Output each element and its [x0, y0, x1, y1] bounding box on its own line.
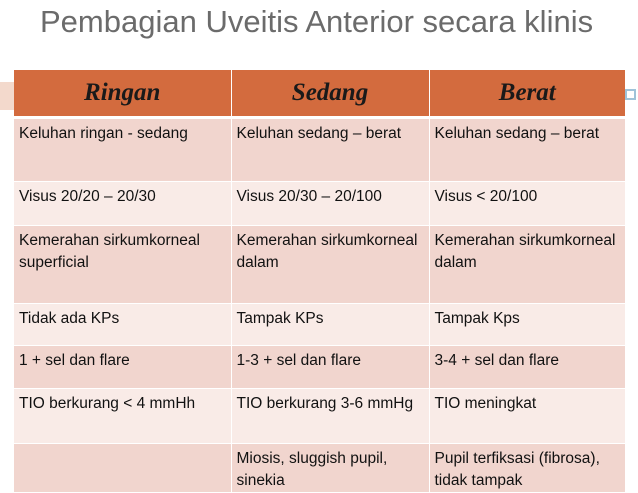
table-cell: 1-3 + sel dan flare	[231, 346, 429, 389]
table-cell: Kemerahan sirkumkorneal dalam	[429, 226, 625, 304]
table-cell: Tampak KPs	[231, 304, 429, 346]
table-row	[14, 346, 625, 389]
table-cell: Keluhan sedang – berat	[429, 118, 625, 182]
table-cell: Kemerahan sirkumkorneal dalam	[231, 226, 429, 304]
header-ringan: Ringan	[14, 70, 231, 118]
classification-table	[14, 70, 625, 493]
table-cell: TIO meningkat	[429, 389, 625, 444]
table-cell: Miosis, sluggish pupil, sinekia	[231, 444, 429, 493]
slide-title: Pembagian Uveitis Anterior secara klinis	[40, 4, 594, 39]
table-cell: Tidak ada KPs	[14, 304, 231, 346]
table-cell	[14, 444, 231, 493]
table-cell: Pupil terfiksasi (fibrosa), tidak tampak	[429, 444, 625, 493]
right-accent-square	[625, 89, 636, 100]
table-header-row	[14, 70, 625, 118]
table-row	[14, 182, 625, 226]
table-cell: Kemerahan sirkumkorneal superficial	[14, 226, 231, 304]
table-row	[14, 118, 625, 182]
table-cell: Keluhan ringan - sedang	[14, 118, 231, 182]
table-row	[14, 444, 625, 493]
table-cell: 1 + sel dan flare	[14, 346, 231, 389]
table-cell: 3-4 + sel dan flare	[429, 346, 625, 389]
table-cell: Keluhan sedang – berat	[231, 118, 429, 182]
table-row	[14, 304, 625, 346]
table-cell: TIO berkurang < 4 mmHh	[14, 389, 231, 444]
table-cell: Visus 20/30 – 20/100	[231, 182, 429, 226]
left-accent-bar	[0, 82, 14, 110]
table-cell: Visus < 20/100	[429, 182, 625, 226]
table-row	[14, 389, 625, 444]
header-sedang: Sedang	[231, 70, 429, 118]
table-cell: Visus 20/20 – 20/30	[14, 182, 231, 226]
table-row	[14, 226, 625, 304]
header-berat: Berat	[429, 70, 625, 118]
table-cell: Tampak Kps	[429, 304, 625, 346]
table-cell: TIO berkurang 3-6 mmHg	[231, 389, 429, 444]
